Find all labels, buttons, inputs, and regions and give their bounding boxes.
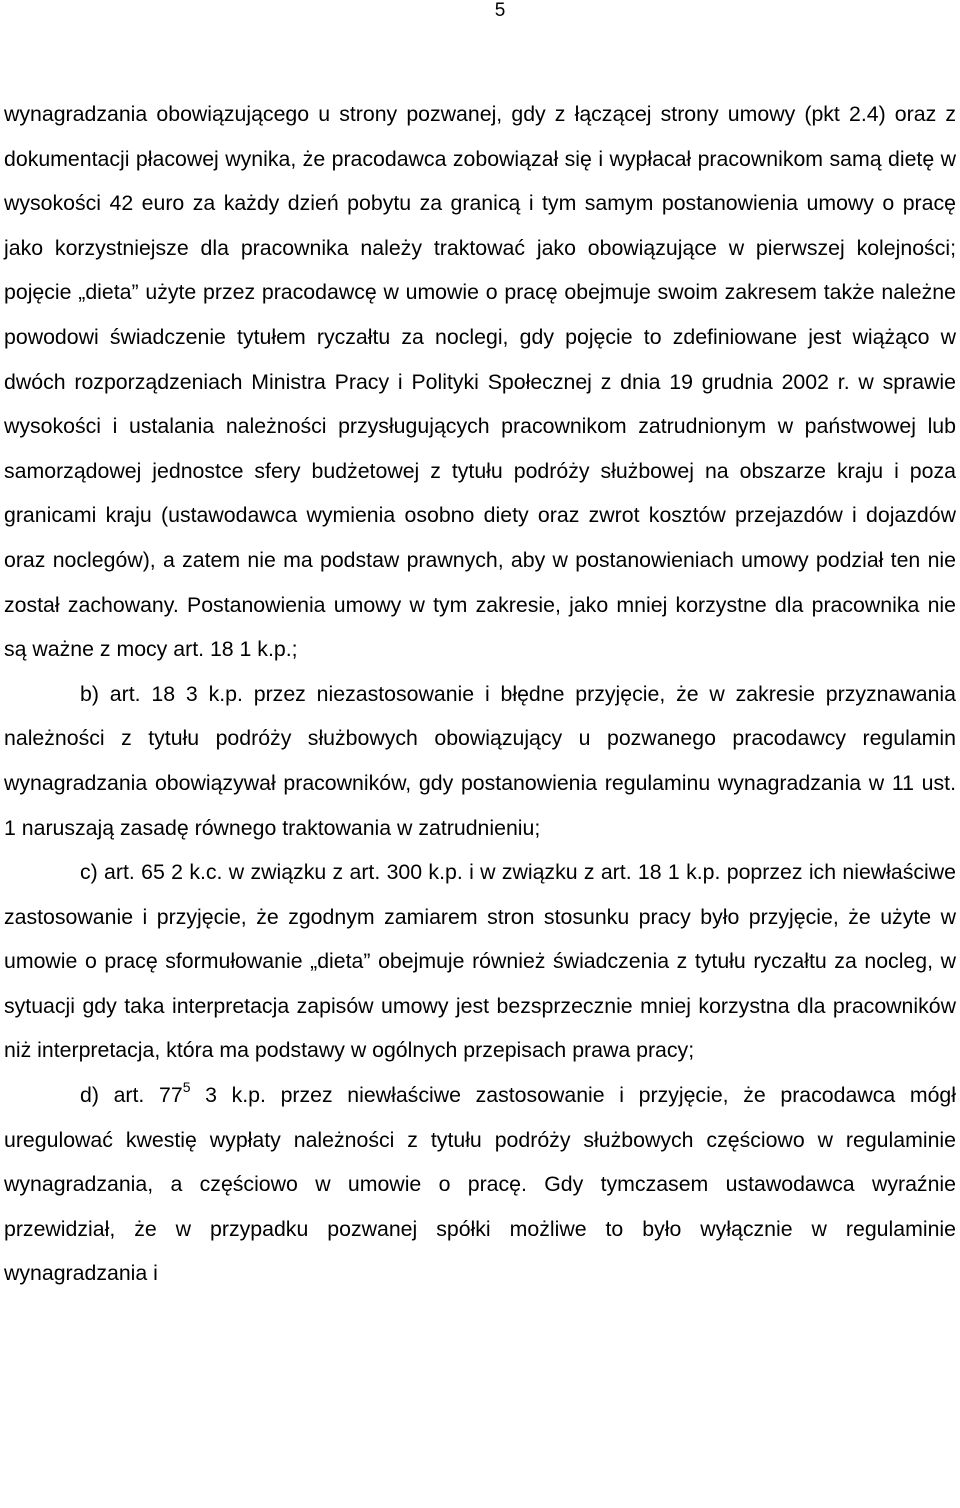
paragraph-3: c) art. 65 2 k.c. w związku z art. 300 k.p. i w związku z art. 18 1 k.p. poprzez ich niewłaściwe zastosowanie i przyjęcie, że zgodnym zamiarem stron stosunku pracy było przyjęcie, że użyte w umowie o pracę sformułowanie „dieta” obejmuje również świadczenia z tytułu ryczałtu za nocleg, w sytuacji gdy taka interpretacja zapisów umowy jest bezsprzecznie mniej korzystna dla pracowników niż interpretacja, która ma podstawy w ogólnych przepisach prawa pracy; bbox=[4, 860, 956, 1063]
page-number: 5 bbox=[494, 0, 506, 21]
paragraph-2: b) art. 18 3 k.p. przez niezastosowanie i błędne przyjęcie, że w zakresie przyznawania należności z tytułu podróży służbowych obowiązujący u pozwanego pracodawcy regulamin wynagradzania obowiązywał pracowników, gdy postanowienia regulaminu wynagradzania w 11 ust. 1 naruszają zasadę równego traktowania w zatrudnieniu; bbox=[4, 681, 956, 840]
paragraph-4 bbox=[4, 1073, 956, 1296]
paragraph-4-rest: 3 k.p. przez niewłaściwe zastosowanie i przyjęcie, że pracodawca mógł uregulować kwestię wypłaty należności z tytułu podróży służbowych częściowo w regulaminie wynagradzania, a częściowo w umowie o pracę. Gdy tymczasem ustawodawca wyraźnie przewidział, że w przypadku pozwanej spółki możliwe to było wyłącznie w regulaminie wynagradzania i bbox=[4, 1083, 956, 1286]
article-superscript: 5 bbox=[182, 1078, 191, 1095]
paragraph-4-start: d) art. 77 bbox=[80, 1083, 183, 1108]
document-body bbox=[4, 92, 956, 1296]
paragraph-1: wynagradzania obowiązującego u strony pozwanej, gdy z łączącej strony umowy (pkt 2.4) oraz z dokumentacji płacowej wynika, że pracodawca zobowiązał się i wypłacał pracownikom samą dietę w wysokości 42 euro za każdy dzień pobytu za granicą i tym samym postanowienia umowy o pracę jako korzystniejsze dla pracownika należy traktować jako obowiązujące w pierwszej kolejności; pojęcie „dieta” użyte przez pracodawcę w umowie o pracę obejmuje swoim zakresem także należne powodowi świadczenie tytułem ryczałtu za noclegi, gdy pojęcie to zdefiniowane jest wiążąco w dwóch rozporządzeniach Ministra Pracy i Polityki Społecznej z dnia 19 grudnia 2002 r. w sprawie wysokości i ustalania należności przysługujących pracownikom zatrudnionym w państwowej lub samorządowej jednostce sfery budżetowej z tytułu podróży służbowej na obszarze kraju i poza granicami kraju (ustawodawca wymienia osobno diety oraz zwrot kosztów przejazdów i dojazdów oraz noclegów), a zatem nie ma podstaw prawnych, aby w postanowieniach umowy podział ten nie został zachowany. Postanowienia umowy w tym zakresie, jako mniej korzystne dla pracownika nie są ważne z mocy art. 18 1 k.p.; bbox=[4, 102, 956, 662]
